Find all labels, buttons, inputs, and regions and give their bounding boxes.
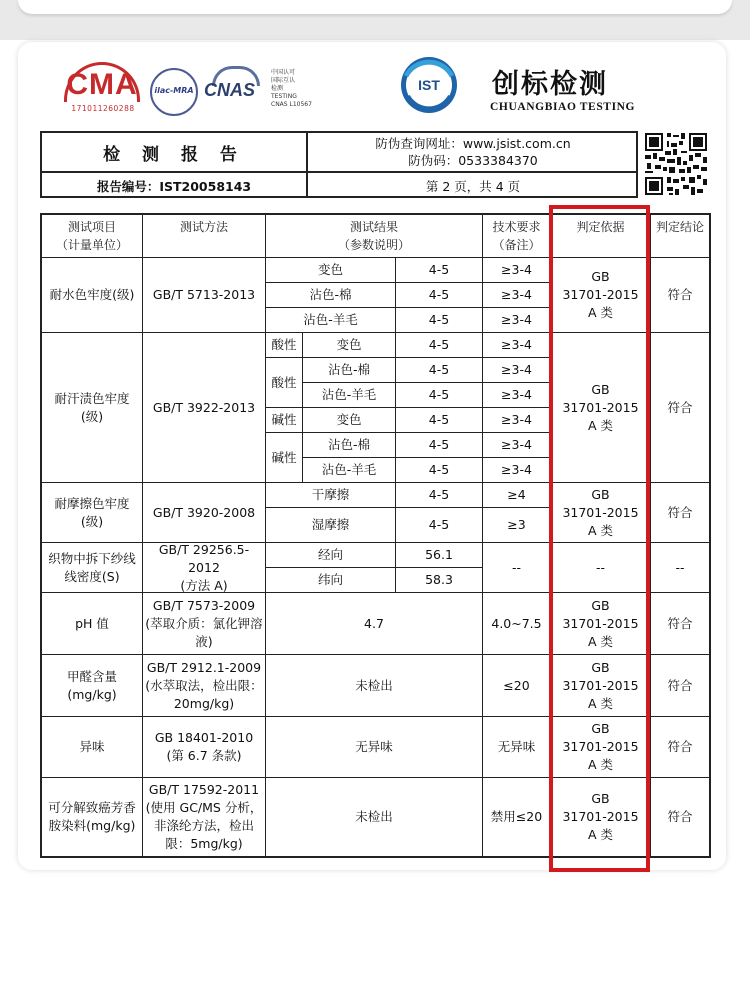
basis-line: A 类: [587, 827, 614, 842]
header-result: [266, 215, 482, 257]
sub-value: 4-5: [428, 517, 450, 532]
header-item-line: 测试项目: [67, 220, 116, 234]
item-line: 织物中拆下纱线: [48, 550, 136, 566]
basis-line: GB: [591, 659, 610, 675]
item-odor: 异味: [79, 739, 105, 754]
sub-req: ≥3-4: [501, 387, 532, 402]
method-line: GB/T 17592-2011: [148, 782, 260, 797]
req-yarn: --: [511, 559, 522, 575]
alkali-label: 碱性: [271, 449, 297, 465]
query-url: 防伪查询网址：www.jsist.com.cn: [375, 136, 571, 151]
acid-label: 酸性: [271, 374, 297, 390]
sub-value: 4-5: [428, 412, 450, 427]
method-line: (第 6.7 条款): [166, 748, 242, 763]
previous-page-card: [18, 0, 732, 14]
conclusion-rub: 符合: [667, 504, 693, 520]
method-odor: [143, 717, 265, 777]
result-ph: 4.7: [364, 615, 384, 631]
conclusion-odor: 符合: [667, 739, 693, 754]
method-amine: [143, 778, 265, 856]
basis-line: GB: [591, 486, 610, 502]
method-formaldehyde: [143, 655, 265, 716]
result-amine: 未检出: [355, 809, 393, 824]
basis-line: 31701-2015: [562, 677, 639, 693]
method-ph: [143, 593, 265, 654]
method-line: 限：5mg/kg): [165, 836, 243, 851]
sub-value: 4-5: [428, 337, 450, 352]
sub-name: 沾色-棉: [309, 287, 352, 302]
sub-name: 湿摩擦: [311, 517, 350, 532]
header-item: [42, 215, 142, 257]
bottom-blank-area: [0, 878, 750, 996]
header-method-label: 测试方法: [179, 220, 228, 234]
cnas-line: 检测: [271, 85, 284, 92]
basis-line: 31701-2015: [562, 504, 639, 520]
table-border: [709, 213, 711, 858]
basis-line: A 类: [587, 417, 614, 433]
basis-yarn: --: [595, 559, 606, 575]
result-formaldehyde: 未检出: [355, 677, 393, 693]
header-divider: [40, 171, 638, 173]
item-yarn: [42, 543, 142, 592]
method-line: 非涤纶方法，检出: [153, 818, 254, 833]
basis-line: 31701-2015: [562, 399, 639, 415]
method-sweat: GB/T 3922-2013: [152, 399, 256, 415]
sub-value: 56.1: [425, 547, 453, 562]
result-odor: 无异味: [355, 739, 393, 754]
basis-line: GB: [591, 721, 610, 736]
item-line: 耐摩擦色牢度: [54, 495, 130, 511]
conclusion-formaldehyde: 符合: [667, 677, 693, 693]
cnas-line: 中国认可: [271, 69, 296, 76]
req-ph: 4.0~7.5: [491, 615, 542, 631]
qr-code-icon: [643, 131, 709, 197]
method-line: (方法 A): [180, 577, 228, 593]
header-basis-label: 判定依据: [576, 220, 625, 234]
sub-name: 变色: [336, 337, 362, 352]
basis-line: A 类: [587, 633, 614, 649]
basis-line: 31701-2015: [562, 287, 639, 302]
item-line: 甲醛含量: [66, 668, 117, 684]
sub-req: ≥4: [507, 487, 526, 502]
cma-logo: CMA: [66, 68, 138, 101]
sub-value: 4-5: [428, 287, 450, 302]
conclusion-yarn: --: [675, 559, 685, 575]
item-amine: [42, 778, 142, 856]
sub-name: 沾色-棉: [327, 362, 370, 377]
req-odor: 无异味: [497, 739, 536, 754]
conclusion-water: 符合: [667, 287, 693, 302]
sub-value: 4-5: [428, 362, 450, 377]
sub-value: 4-5: [428, 462, 450, 477]
basis-line: A 类: [587, 522, 614, 538]
cnas-line: TESTING: [271, 93, 297, 100]
header-result-line: 测试结果: [349, 220, 398, 234]
item-line: (级): [80, 408, 104, 424]
ist-logo-text: IST: [418, 77, 440, 93]
sub-value: 4-5: [428, 437, 450, 452]
sub-req: ≥3-4: [501, 262, 532, 277]
header-requirement-line: 技术要求: [492, 220, 541, 234]
sub-name: 变色: [317, 262, 343, 277]
page-info: 第 2 页，共 4 页: [425, 179, 521, 194]
report-number: 报告编号：IST20058143: [96, 179, 252, 194]
anti-fake-code: 防伪码：0533384370: [408, 153, 538, 168]
cnas-line: CNAS L10567: [271, 101, 312, 108]
item-line: (级): [80, 513, 104, 529]
sub-value: 4-5: [428, 387, 450, 402]
basis-line: A 类: [587, 305, 614, 320]
method-line: (水萃取法，检出限：: [145, 677, 263, 693]
conclusion-sweat: 符合: [667, 399, 693, 415]
brand-name-cn: 创标检测: [492, 69, 608, 100]
item-line: 可分解致癌芳香: [48, 800, 136, 815]
sub-req: ≥3-4: [501, 412, 532, 427]
sub-req: ≥3-4: [501, 287, 532, 302]
acid-label: 酸性: [271, 337, 297, 352]
sub-name: 经向: [317, 547, 343, 562]
cnas-accreditation-text: [271, 69, 312, 109]
item-water: 耐水色牢度(级): [49, 287, 135, 302]
sub-name: 沾色-羊毛: [321, 462, 377, 477]
basis-line: A 类: [587, 695, 614, 711]
item-rub: [42, 483, 142, 542]
report-title: 检 测 报 告: [103, 145, 245, 165]
header-conclusion: [651, 215, 709, 239]
sub-value: 4-5: [428, 262, 450, 277]
basis-line: GB: [591, 381, 610, 397]
sub-name: 沾色-羊毛: [321, 387, 377, 402]
header-requirement-line: （备注）: [492, 238, 541, 252]
basis-line: GB: [591, 269, 610, 284]
conclusion-ph: 符合: [667, 615, 693, 631]
item-formaldehyde: [42, 655, 142, 716]
basis-line: 31701-2015: [562, 615, 639, 631]
item-line: 胺染料(mg/kg): [48, 818, 136, 833]
method-line: GB 18401-2010: [154, 730, 254, 745]
sub-req: ≥3-4: [501, 337, 532, 352]
sub-name: 沾色-棉: [327, 437, 370, 452]
item-ph: pH 值: [75, 615, 109, 631]
method-yarn: [143, 543, 265, 592]
basis-line: A 类: [587, 757, 614, 772]
cma-number: 171011260288: [71, 104, 135, 113]
method-line: 20mg/kg): [173, 695, 235, 711]
sub-name: 纬向: [317, 572, 343, 587]
method-line: (使用 GC/MS 分析，: [145, 800, 263, 815]
sub-value: 58.3: [425, 572, 453, 587]
req-formaldehyde: ≤20: [503, 677, 530, 693]
req-amine: 禁用≤20: [490, 809, 543, 824]
brand-name-en: CHUANGBIAO TESTING: [490, 101, 636, 113]
basis-line: 31701-2015: [562, 739, 639, 754]
cnas-logo: CNAS: [204, 80, 256, 100]
sub-req: ≥3: [507, 517, 526, 532]
sub-req: ≥3-4: [501, 312, 532, 327]
conclusion-amine: 符合: [667, 809, 693, 824]
sub-req: ≥3-4: [501, 437, 532, 452]
item-sweat: [42, 333, 142, 482]
basis-line: 31701-2015: [562, 809, 639, 824]
item-line: (mg/kg): [67, 686, 117, 702]
ilac-logo: ilac-MRA: [154, 86, 194, 95]
method-line: 液): [195, 633, 213, 649]
sub-value: 4-5: [428, 312, 450, 327]
cnas-line: 国际互认: [271, 77, 296, 84]
basis-line: GB: [591, 597, 610, 613]
item-line: 耐汗渍色牢度: [54, 390, 130, 406]
sub-name: 干摩擦: [311, 487, 350, 502]
method-rub: GB/T 3920-2008: [152, 504, 256, 520]
header-conclusion-label: 判定结论: [655, 220, 704, 234]
sub-value: 4-5: [428, 487, 450, 502]
alkali-label: 碱性: [271, 412, 297, 427]
method-line: (萃取介质：氯化钾溶: [145, 615, 263, 631]
sub-name: 沾色-羊毛: [303, 312, 358, 327]
sub-req: ≥3-4: [501, 362, 532, 377]
header-requirement: [483, 215, 550, 257]
header-item-line: （计量单位）: [55, 238, 128, 252]
method-line: GB/T 2912.1-2009: [146, 659, 262, 675]
ist-logo-icon: [398, 54, 460, 116]
method-line: GB/T 29256.5-2012: [158, 541, 250, 575]
method-water: GB/T 5713-2013: [152, 287, 256, 302]
sub-req: ≥3-4: [501, 462, 532, 477]
item-line: 线密度(S): [64, 568, 120, 584]
basis-highlight-box: [549, 205, 650, 872]
header-result-line: （参数说明）: [337, 238, 410, 252]
header-method: [143, 215, 265, 239]
method-line: GB/T 7573-2009: [152, 597, 256, 613]
basis-line: GB: [591, 791, 610, 806]
sub-name: 变色: [336, 412, 362, 427]
